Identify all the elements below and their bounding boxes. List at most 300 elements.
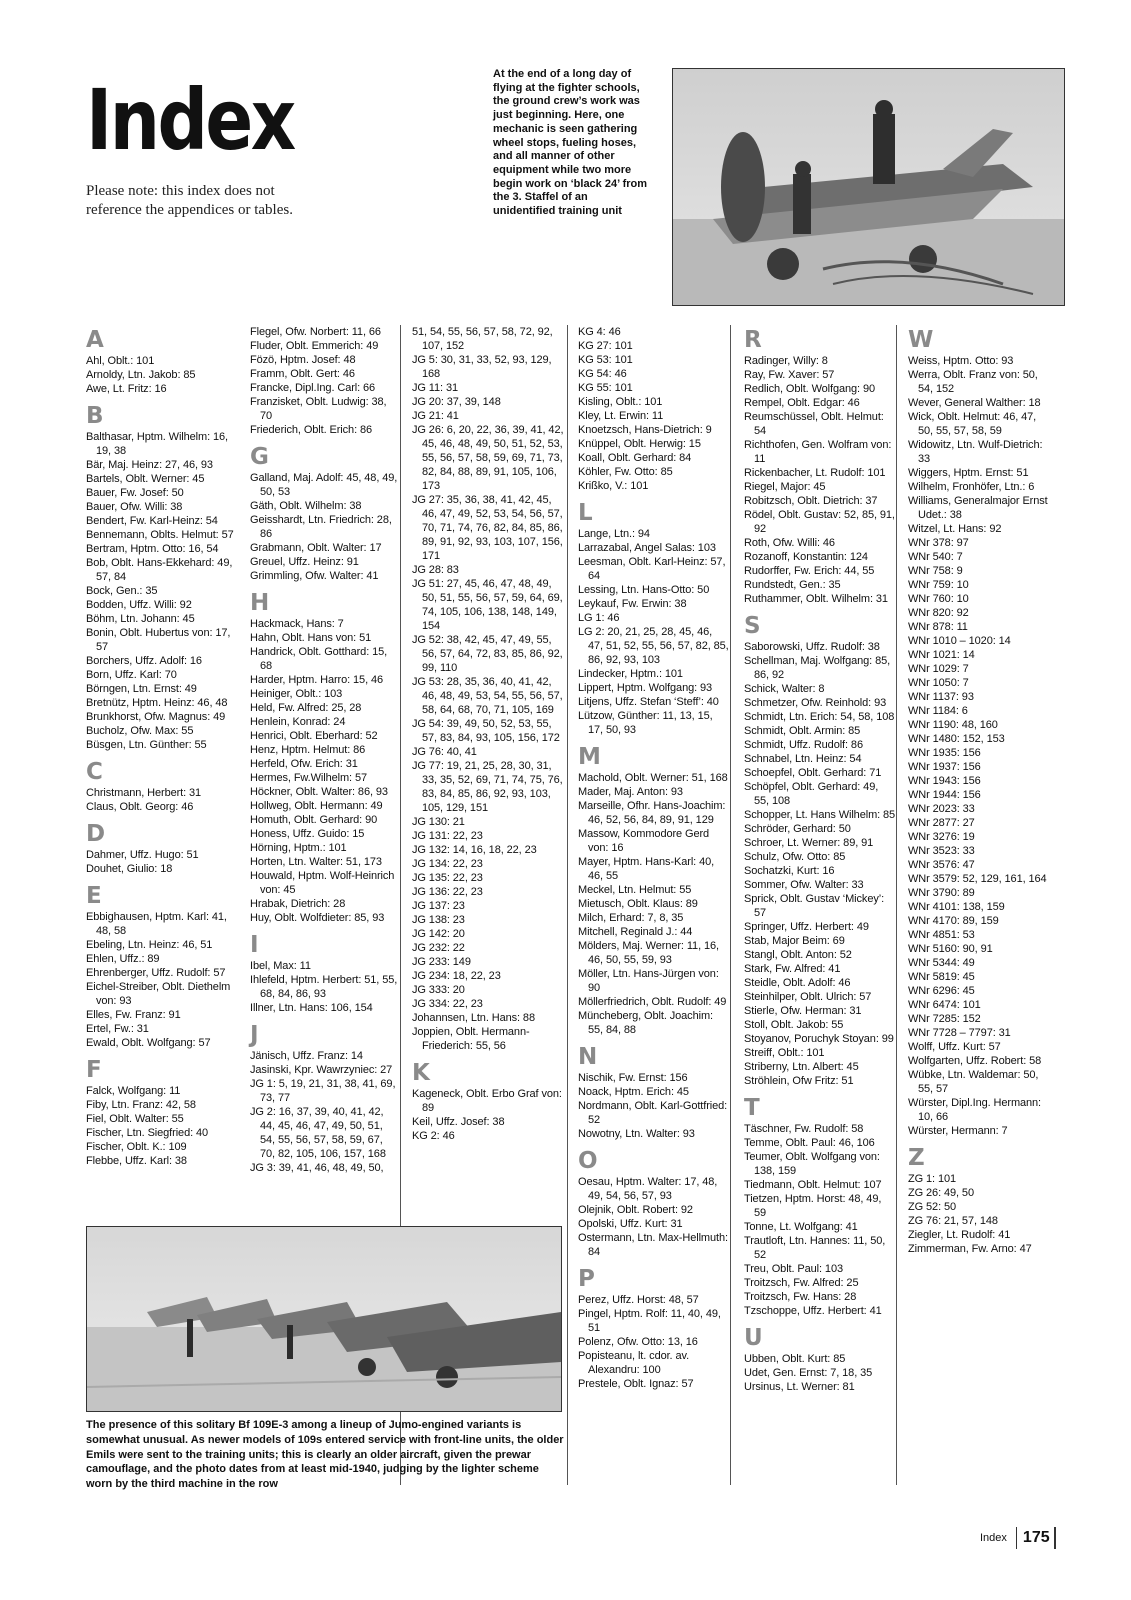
index-entry: Borchers, Uffz. Adolf: 16 [86, 655, 202, 667]
index-entry: Rödel, Oblt. Gustav: 52, 85, 91, 92 [744, 509, 895, 535]
index-entry: JG 137: 23 [412, 900, 465, 912]
footer-section-label: Index [980, 1532, 1007, 1544]
index-entry: Grabmann, Oblt. Walter: 17 [250, 542, 382, 554]
index-entry: Fiby, Ltn. Franz: 42, 58 [86, 1099, 196, 1111]
index-entry: Born, Uffz. Karl: 70 [86, 669, 177, 681]
index-entry: Bär, Maj. Heinz: 27, 46, 93 [86, 459, 213, 471]
index-entry: Nordmann, Oblt. Karl-Gottfried: 52 [578, 1100, 728, 1126]
photo-bf109-lineup [86, 1226, 562, 1412]
index-entry: JG 53: 28, 35, 36, 40, 41, 42, 46, 48, 49, 53, 54, 55, 56, 57, 58, 64, 68, 70, 71, 105, 169 [412, 676, 563, 716]
index-entry: Lippert, Hptm. Wolfgang: 93 [578, 682, 713, 694]
index-entry: Fiel, Oblt. Walter: 55 [86, 1113, 184, 1125]
index-entry: Oesau, Hptm. Walter: 17, 48, 49, 54, 56, 57, 93 [578, 1176, 718, 1202]
index-entry: Douhet, Giulio: 18 [86, 863, 173, 875]
index-entry: Köhler, Fw. Otto: 85 [578, 466, 673, 478]
index-entry: JG 51: 27, 45, 46, 47, 48, 49, 50, 51, 55, 56, 57, 59, 64, 69, 74, 105, 106, 138, 148, 149, 154 [412, 578, 563, 632]
index-entry: JG 130: 21 [412, 816, 465, 828]
index-entry: Wick, Oblt. Helmut: 46, 47, 50, 55, 57, 58, 59 [908, 411, 1037, 437]
index-entry: Meckel, Ltn. Helmut: 55 [578, 884, 692, 896]
index-entry: Prestele, Oblt. Ignaz: 57 [578, 1378, 694, 1390]
index-entry: Jänisch, Uffz. Franz: 14 [250, 1050, 363, 1062]
index-entry: Bretnütz, Hptm. Heinz: 46, 48 [86, 697, 228, 709]
index-entry: Hahn, Oblt. Hans von: 51 [250, 632, 372, 644]
index-entry: JG 234: 18, 22, 23 [412, 970, 501, 982]
index-entry: Grimmling, Ofw. Walter: 41 [250, 570, 379, 582]
index-entry: JG 138: 23 [412, 914, 465, 926]
index-entry: Marseille, Ofhr. Hans-Joachim: 46, 52, 56, 84, 89, 91, 129 [578, 800, 726, 826]
index-letter-heading: Z [908, 1145, 925, 1171]
index-letter-heading: T [744, 1095, 760, 1121]
index-entry: Popisteanu, lt. cdor. av. Alexandru: 100 [578, 1350, 690, 1376]
index-entry: WNr 4101: 138, 159 [908, 901, 1005, 913]
index-entry: Weiss, Hptm. Otto: 93 [908, 355, 1014, 367]
index-entry: WNr 1190: 48, 160 [908, 719, 998, 731]
index-column-6 [908, 325, 1053, 1256]
index-entry: Tiedmann, Oblt. Helmut: 107 [744, 1179, 882, 1191]
index-letter-heading: O [578, 1148, 598, 1174]
index-entry: Nowotny, Ltn. Walter: 93 [578, 1128, 695, 1140]
index-entry: Schmidt, Uffz. Rudolf: 86 [744, 739, 863, 751]
index-letter-heading: C [86, 759, 103, 785]
index-entry: Springer, Uffz. Herbert: 49 [744, 921, 869, 933]
index-entry: Houwald, Hptm. Wolf-Heinrich von: 45 [250, 870, 395, 896]
index-entry: Wilhelm, Fronhöfer, Ltn.: 6 [908, 481, 1035, 493]
index-entry: Hollweg, Oblt. Hermann: 49 [250, 800, 383, 812]
index-entry: Treu, Oblt. Paul: 103 [744, 1263, 843, 1275]
index-entry: Heiniger, Oblt.: 103 [250, 688, 343, 700]
index-entry: WNr 5344: 49 [908, 957, 975, 969]
index-entry: WNr 1935: 156 [908, 747, 981, 759]
index-letter-heading: L [578, 500, 593, 526]
index-entry: Riegel, Major: 45 [744, 481, 826, 493]
index-entry: Lützow, Günther: 11, 13, 15, 17, 50, 93 [578, 710, 713, 736]
index-entry: Milch, Erhard: 7, 8, 35 [578, 912, 684, 924]
index-entry: Krißko, V.: 101 [578, 480, 649, 492]
index-entry: Eichel-Streiber, Oblt. Diethelm von: 93 [86, 981, 231, 1007]
index-entry: KG 53: 101 [578, 354, 633, 366]
page-footer [980, 1525, 1056, 1551]
index-entry: WNr 3790: 89 [908, 887, 975, 899]
index-entry: Illner, Ltn. Hans: 106, 154 [250, 1002, 373, 1014]
index-entry: Williams, Generalmajor Ernst Udet.: 38 [908, 495, 1048, 521]
index-entry: ZG 1: 101 [908, 1173, 957, 1185]
index-entry: Täschner, Fw. Rudolf: 58 [744, 1123, 864, 1135]
index-entry: LG 1: 46 [578, 612, 620, 624]
index-entry: Ehrenberger, Uffz. Rudolf: 57 [86, 967, 226, 979]
index-entry: Schmidt, Ltn. Erich: 54, 58, 108 [744, 711, 895, 723]
index-entry: JG 135: 22, 23 [412, 872, 483, 884]
index-entry: JG 26: 6, 20, 22, 36, 39, 41, 42, 45, 46, 48, 49, 50, 51, 52, 53, 55, 56, 57, 58, 59, 69, 71, 73, 82, 84, 88, 89, 91, 105, 106, 173 [412, 424, 564, 492]
index-entry: Trautloft, Ltn. Hannes: 11, 50, 52 [744, 1235, 886, 1261]
index-entry: Ehlen, Uffz.: 89 [86, 953, 160, 965]
index-entry: Kley, Lt. Erwin: 11 [578, 410, 664, 422]
index-entry: Sprick, Oblt. Gustav ‘Mickey’: 57 [744, 893, 885, 919]
index-entry: Böhm, Ltn. Johann: 45 [86, 613, 195, 625]
index-entry: Bock, Gen.: 35 [86, 585, 158, 597]
index-entry: Ubben, Oblt. Kurt: 85 [744, 1353, 846, 1365]
index-entry: Möllerfriedrich, Oblt. Rudolf: 49 [578, 996, 727, 1008]
index-entry: Friederich, Oblt. Erich: 86 [250, 424, 373, 436]
index-entry: Ertel, Fw.: 31 [86, 1023, 149, 1035]
index-entry: WNr 3276: 19 [908, 831, 975, 843]
index-letter-heading: M [578, 744, 601, 770]
index-letter-heading: B [86, 403, 104, 429]
index-entry: Stoyanov, Poruchyk Stoyan: 99 [744, 1033, 894, 1045]
index-entry: WNr 1480: 152, 153 [908, 733, 1005, 745]
index-entry: Rozanoff, Konstantin: 124 [744, 551, 868, 563]
index-entry: Temme, Oblt. Paul: 46, 106 [744, 1137, 875, 1149]
index-entry: JG 334: 22, 23 [412, 998, 483, 1010]
index-entry: Falck, Wolfgang: 11 [86, 1085, 181, 1097]
index-entry: Perez, Uffz. Horst: 48, 57 [578, 1294, 699, 1306]
index-entry: Keil, Uffz. Josef: 38 [412, 1116, 505, 1128]
index-entry: Harder, Hptm. Harro: 15, 46 [250, 674, 384, 686]
index-entry: WNr 3523: 33 [908, 845, 975, 857]
index-entry: Witzel, Lt. Hans: 92 [908, 523, 1002, 535]
index-entry: Schellman, Maj. Wolfgang: 85, 86, 92 [744, 655, 891, 681]
index-entry: Bonin, Oblt. Hubertus von: 17, 57 [86, 627, 231, 653]
index-entry: Lange, Ltn.: 94 [578, 528, 650, 540]
index-entry: Rundstedt, Gen.: 35 [744, 579, 841, 591]
index-entry: Geisshardt, Ltn. Friedrich: 28, 86 [250, 514, 392, 540]
index-entry: Kageneck, Oblt. Erbo Graf von: 89 [412, 1088, 562, 1114]
index-entry: Knüppel, Oblt. Herwig: 15 [578, 438, 701, 450]
index-entry: Troitzsch, Fw. Hans: 28 [744, 1291, 857, 1303]
index-entry: JG 3: 39, 41, 46, 48, 49, 50, [250, 1162, 384, 1174]
index-letter-heading: J [250, 1022, 259, 1048]
index-entry: Sochatzki, Kurt: 16 [744, 865, 835, 877]
index-entry: Lessing, Ltn. Hans-Otto: 50 [578, 584, 710, 596]
index-entry: JG 27: 35, 36, 38, 41, 42, 45, 46, 47, 49, 52, 53, 54, 56, 57, 70, 71, 74, 76, 82, 84, 85, 86, 89, 91, 92, 93, 103, 107, 156, 171 [412, 494, 563, 562]
index-entry: Bauer, Ofw. Willi: 38 [86, 501, 183, 513]
index-entry: Tonne, Lt. Wolfgang: 41 [744, 1221, 858, 1233]
index-entry: Brunkhorst, Ofw. Magnus: 49 [86, 711, 226, 723]
index-entry: Jasinski, Kpr. Wawrzyniec: 27 [250, 1064, 393, 1076]
index-entry: Stab, Major Beim: 69 [744, 935, 845, 947]
index-entry: WNr 6296: 45 [908, 985, 975, 997]
index-entry: Ströhlein, Ofw Fritz: 51 [744, 1075, 854, 1087]
index-entry: ZG 76: 21, 57, 148 [908, 1215, 998, 1227]
index-entry: WNr 1944: 156 [908, 789, 981, 801]
index-entry: JG 142: 20 [412, 928, 465, 940]
index-entry: WNr 378: 97 [908, 537, 969, 549]
index-entry: Mölders, Maj. Werner: 11, 16, 46, 50, 55, 59, 93 [578, 940, 719, 966]
index-letter-heading: W [908, 327, 934, 353]
index-entry: Schroer, Lt. Werner: 89, 91 [744, 837, 874, 849]
index-entry: JG 233: 149 [412, 956, 471, 968]
index-entry: WNr 1184: 6 [908, 705, 968, 717]
index-letter-heading: P [578, 1266, 595, 1292]
index-letter-heading: H [250, 590, 270, 616]
index-entry: Bertram, Hptm. Otto: 16, 54 [86, 543, 219, 555]
index-entry: WNr 4851: 53 [908, 929, 975, 941]
aircraft-photo-illustration [673, 69, 1064, 305]
index-entry: Wübke, Ltn. Waldemar: 50, 55, 57 [908, 1069, 1039, 1095]
index-entry: Hrabak, Dietrich: 28 [250, 898, 346, 910]
index-entry: Werra, Oblt. Franz von: 50, 54, 152 [908, 369, 1038, 395]
index-entry: Greuel, Uffz. Heinz: 91 [250, 556, 359, 568]
index-entry: Held, Fw. Alfred: 25, 28 [250, 702, 362, 714]
index-entry: WNr 540: 7 [908, 551, 963, 563]
index-entry: Flegel, Ofw. Norbert: 11, 66 [250, 326, 381, 338]
index-column-4 [578, 325, 731, 1485]
index-entry: Wolff, Uffz. Kurt: 57 [908, 1041, 1001, 1053]
index-entry: JG 5: 30, 31, 33, 52, 93, 129, 168 [412, 354, 552, 380]
index-entry: Reumschüssel, Oblt. Helmut: 54 [744, 411, 884, 437]
photo-ground-crew [672, 68, 1065, 306]
index-entry: Henz, Hptm. Helmut: 86 [250, 744, 366, 756]
footer-rule [1054, 1527, 1056, 1549]
index-entry: Horten, Ltn. Walter: 51, 173 [250, 856, 382, 868]
index-entry: WNr 1021: 14 [908, 649, 975, 661]
index-entry: Tietzen, Hptm. Horst: 48, 49, 59 [744, 1193, 882, 1219]
index-entry: WNr 4170: 89, 159 [908, 915, 999, 927]
index-entry: WNr 5819: 45 [908, 971, 975, 983]
index-entry: Leesman, Oblt. Karl-Heinz: 57, 64 [578, 556, 726, 582]
index-entry: KG 54: 46 [578, 368, 627, 380]
index-entry: JG 333: 20 [412, 984, 465, 996]
index-entry: Handrick, Oblt. Gotthard: 15, 68 [250, 646, 388, 672]
index-entry: Hörning, Hptm.: 101 [250, 842, 347, 854]
index-entry: Redlich, Oblt. Wolfgang: 90 [744, 383, 876, 395]
index-entry: LG 2: 20, 21, 25, 28, 45, 46, 47, 51, 52, 55, 56, 57, 82, 85, 86, 92, 93, 103 [578, 626, 729, 666]
index-entry: Machold, Oblt. Werner: 51, 168 [578, 772, 728, 784]
index-entry: WNr 6474: 101 [908, 999, 981, 1011]
index-entry: WNr 1137: 93 [908, 691, 974, 703]
index-entry: JG 77: 19, 21, 25, 28, 30, 31, 33, 35, 52, 69, 71, 74, 75, 76, 83, 84, 85, 86, 92, 93, 103, 105, 129, 151 [412, 760, 563, 814]
index-entry: WNr 1029: 7 [908, 663, 969, 675]
index-letter-heading: S [744, 613, 761, 639]
index-entry: JG 21: 41 [412, 410, 459, 422]
index-letter-heading: R [744, 327, 762, 353]
index-entry: Schmetzer, Ofw. Reinhold: 93 [744, 697, 887, 709]
index-entry: JG 1: 5, 19, 21, 31, 38, 41, 69, 73, 77 [250, 1078, 396, 1104]
index-entry: Ruthammer, Oblt. Wilhelm: 31 [744, 593, 888, 605]
index-entry: KG 55: 101 [578, 382, 633, 394]
index-entry: JG 28: 83 [412, 564, 459, 576]
index-entry: Schröder, Gerhard: 50 [744, 823, 851, 835]
index-entry: ZG 52: 50 [908, 1201, 957, 1213]
index-entry: WNr 1050: 7 [908, 677, 969, 689]
index-letter-heading: F [86, 1057, 102, 1083]
index-column-5 [744, 325, 897, 1485]
index-letter-heading: E [86, 883, 102, 909]
index-entry: Gäth, Oblt. Wilhelm: 38 [250, 500, 362, 512]
index-entry: Dahmer, Uffz. Hugo: 51 [86, 849, 199, 861]
index-entry: Rudorffer, Fw. Erich: 44, 55 [744, 565, 875, 577]
index-letter-heading: D [86, 821, 105, 847]
index-entry: Flebbe, Uffz. Karl: 38 [86, 1155, 187, 1167]
index-entry: Galland, Maj. Adolf: 45, 48, 49, 50, 53 [250, 472, 398, 498]
index-entry: Radinger, Willy: 8 [744, 355, 828, 367]
index-entry: Bob, Oblt. Hans-Ekkehard: 49, 57, 84 [86, 557, 233, 583]
index-entry: Homuth, Oblt. Gerhard: 90 [250, 814, 378, 826]
index-letter-heading: A [86, 327, 104, 353]
index-entry: Ewald, Oblt. Wolfgang: 57 [86, 1037, 211, 1049]
index-entry: Mitchell, Reginald J.: 44 [578, 926, 693, 938]
index-entry: Ibel, Max: 11 [250, 960, 311, 972]
index-entry: Huy, Oblt. Wolfdieter: 85, 93 [250, 912, 385, 924]
index-entry: Ebbighausen, Hptm. Karl: 41, 48, 58 [86, 911, 227, 937]
index-entry: JG 20: 37, 39, 148 [412, 396, 501, 408]
index-entry: Hermes, Fw.Wilhelm: 57 [250, 772, 367, 784]
index-entry: Knoetzsch, Hans-Dietrich: 9 [578, 424, 712, 436]
index-entry: Nischik, Fw. Ernst: 156 [578, 1072, 688, 1084]
index-letter-heading: U [744, 1325, 763, 1351]
index-letter-heading: K [412, 1060, 430, 1086]
index-entry: Fischer, Ltn. Siegfried: 40 [86, 1127, 209, 1139]
index-entry: WNr 3576: 47 [908, 859, 975, 871]
index-entry: Stangl, Oblt. Anton: 52 [744, 949, 852, 961]
index-entry: Udet, Gen. Ernst: 7, 18, 35 [744, 1367, 873, 1379]
index-entry: Schulz, Ofw. Otto: 85 [744, 851, 846, 863]
index-letter-heading: N [578, 1044, 598, 1070]
index-entry: Balthasar, Hptm. Wilhelm: 16, 19, 38 [86, 431, 228, 457]
index-entry: Bennemann, Oblts. Helmut: 57 [86, 529, 234, 541]
index-entry: Stark, Fw. Alfred: 41 [744, 963, 841, 975]
index-entry: Framm, Oblt. Gert: 46 [250, 368, 355, 380]
page-title: Index [86, 71, 294, 169]
index-entry: Ahl, Oblt.: 101 [86, 355, 155, 367]
index-entry: ZG 26: 49, 50 [908, 1187, 974, 1199]
index-entry: WNr 7728 – 7797: 31 [908, 1027, 1011, 1039]
index-entry: Schopper, Lt. Hans Wilhelm: 85 [744, 809, 896, 821]
index-entry: Wolfgarten, Uffz. Robert: 58 [908, 1055, 1042, 1067]
index-letter-heading: G [250, 444, 269, 470]
index-entry: Polenz, Ofw. Otto: 13, 16 [578, 1336, 698, 1348]
index-entry: Möller, Ltn. Hans-Jürgen von: 90 [578, 968, 719, 994]
index-entry: WNr 759: 10 [908, 579, 969, 591]
index-entry: Mayer, Hptm. Hans-Karl: 40, 46, 55 [578, 856, 715, 882]
index-entry: Wiggers, Hptm. Ernst: 51 [908, 467, 1029, 479]
aircraft-lineup-illustration [87, 1227, 561, 1411]
index-entry: Rickenbacher, Lt. Rudolf: 101 [744, 467, 886, 479]
index-entry: Schick, Walter: 8 [744, 683, 825, 695]
index-entry: Joppien, Oblt. Hermann-Friederich: 55, 56 [412, 1026, 530, 1052]
index-entry: Awe, Lt. Fritz: 16 [86, 383, 167, 395]
index-entry: Arnoldy, Ltn. Jakob: 85 [86, 369, 196, 381]
index-entry: Widowitz, Ltn. Wulf-Dietrich: 33 [908, 439, 1043, 465]
index-entry: Kisling, Oblt.: 101 [578, 396, 663, 408]
index-entry: Herfeld, Ofw. Erich: 31 [250, 758, 358, 770]
index-entry: Roth, Ofw. Willi: 46 [744, 537, 835, 549]
index-entry: Striberny, Ltn. Albert: 45 [744, 1061, 859, 1073]
index-entry: JG 136: 22, 23 [412, 886, 483, 898]
index-entry: Bendert, Fw. Karl-Heinz: 54 [86, 515, 218, 527]
index-entry: Johannsen, Ltn. Hans: 88 [412, 1012, 535, 1024]
index-entry: WNr 1010 – 1020: 14 [908, 635, 1011, 647]
index-entry: Honess, Uffz. Guido: 15 [250, 828, 365, 840]
index-entry: Tzschoppe, Uffz. Herbert: 41 [744, 1305, 882, 1317]
index-entry: WNr 3579: 52, 129, 161, 164 [908, 873, 1047, 885]
index-entry: Ursinus, Lt. Werner: 81 [744, 1381, 855, 1393]
index-entry: Richthofen, Gen. Wolfram von: 11 [744, 439, 892, 465]
index-entry: Saborowski, Uffz. Rudolf: 38 [744, 641, 880, 653]
index-entry: KG 2: 46 [412, 1130, 455, 1142]
index-entry: JG 11: 31 [412, 382, 458, 394]
index-entry: JG 2: 16, 37, 39, 40, 41, 42, 44, 45, 46, 47, 49, 50, 51, 54, 55, 56, 57, 58, 59, 67, 70, 82, 105, 106, 157, 168 [250, 1106, 386, 1160]
index-entry: Elles, Fw. Franz: 91 [86, 1009, 181, 1021]
index-entry: Börngen, Ltn. Ernst: 49 [86, 683, 197, 695]
index-entry: Schmidt, Oblt. Armin: 85 [744, 725, 861, 737]
index-entry: Bucholz, Ofw. Max: 55 [86, 725, 194, 737]
index-entry: Fluder, Oblt. Emmerich: 49 [250, 340, 379, 352]
index-note: Please note: this index does not reference the appendices or tables. [86, 183, 293, 218]
index-entry: Francke, Dipl.Ing. Carl: 66 [250, 382, 376, 394]
index-entry: 51, 54, 55, 56, 57, 58, 72, 92, 107, 152 [412, 326, 553, 352]
index-entry: WNr 758: 9 [908, 565, 963, 577]
index-entry: Büsgen, Ltn. Günther: 55 [86, 739, 207, 751]
index-entry: Larrazabal, Angel Salas: 103 [578, 542, 716, 554]
index-entry: Pingel, Hptm. Rolf: 11, 40, 49, 51 [578, 1308, 721, 1334]
index-entry: Würster, Dipl.Ing. Hermann: 10, 66 [908, 1097, 1042, 1123]
index-entry: WNr 5160: 90, 91 [908, 943, 993, 955]
page-number: 175 [1016, 1527, 1050, 1549]
index-entry: Olejnik, Oblt. Robert: 92 [578, 1204, 693, 1216]
index-entry: Robitzsch, Oblt. Dietrich: 37 [744, 495, 878, 507]
index-entry: Schnabel, Ltn. Heinz: 54 [744, 753, 862, 765]
index-entry: WNr 1937: 156 [908, 761, 981, 773]
index-entry: Streiff, Oblt.: 101 [744, 1047, 825, 1059]
index-entry: Schoepfel, Oblt. Gerhard: 71 [744, 767, 882, 779]
index-entry: JG 52: 38, 42, 45, 47, 49, 55, 56, 57, 64, 72, 83, 85, 86, 92, 99, 110 [412, 634, 563, 674]
index-entry: Hackmack, Hans: 7 [250, 618, 344, 630]
index-entry: Christmann, Herbert: 31 [86, 787, 202, 799]
photo-caption-bottom: The presence of this solitary Bf 109E-3 among a lineup of Jumo-engined variants is somewhat unusual. As newer models of 109s entered service with front-line units, the older Emils were sent to the training units; this is clearly an older aircraft, given the prewar camouflage, and the photo dates from at least mid-1940, judging by the lighter scheme worn by the third machine in the row [86, 1419, 564, 1491]
index-entry: JG 232: 22 [412, 942, 465, 954]
index-entry: Müncheberg, Oblt. Joachim: 55, 84, 88 [578, 1010, 713, 1036]
index-entry: Stoll, Oblt. Jakob: 55 [744, 1019, 844, 1031]
index-entry: Troitzsch, Fw. Alfred: 25 [744, 1277, 859, 1289]
index-entry: KG 27: 101 [578, 340, 633, 352]
index-entry: Koall, Oblt. Gerhard: 84 [578, 452, 692, 464]
index-entry: Franzisket, Oblt. Ludwig: 38, 70 [250, 396, 387, 422]
index-entry: Ostermann, Ltn. Max-Hellmuth: 84 [578, 1232, 728, 1258]
index-entry: Claus, Oblt. Georg: 46 [86, 801, 194, 813]
index-entry: WNr 2877: 27 [908, 817, 975, 829]
index-entry: Noack, Hptm. Erich: 45 [578, 1086, 689, 1098]
index-entry: Würster, Hermann: 7 [908, 1125, 1008, 1137]
index-entry: WNr 878: 11 [908, 621, 968, 633]
index-column-1 [86, 325, 235, 1168]
index-entry: JG 134: 22, 23 [412, 858, 483, 870]
index-entry: Ebeling, Ltn. Heinz: 46, 51 [86, 939, 213, 951]
index-entry: Teumer, Oblt. Wolfgang von: 138, 159 [744, 1151, 880, 1177]
index-entry: Henrici, Oblt. Eberhard: 52 [250, 730, 378, 742]
index-entry: Mietusch, Oblt. Klaus: 89 [578, 898, 698, 910]
index-entry: Rempel, Oblt. Edgar: 46 [744, 397, 860, 409]
index-entry: Zimmerman, Fw. Arno: 47 [908, 1243, 1032, 1255]
index-entry: KG 4: 46 [578, 326, 621, 338]
index-entry: Bauer, Fw. Josef: 50 [86, 487, 184, 499]
index-entry: Sommer, Ofw. Walter: 33 [744, 879, 864, 891]
index-entry: JG 132: 14, 16, 18, 22, 23 [412, 844, 537, 856]
index-entry: Ray, Fw. Xaver: 57 [744, 369, 835, 381]
index-entry: Massow, Kommodore Gerd von: 16 [578, 828, 710, 854]
index-entry: Lindecker, Hptm.: 101 [578, 668, 683, 680]
index-entry: Ihlefeld, Hptm. Herbert: 51, 55, 68, 84, 86, 93 [250, 974, 398, 1000]
index-entry: Höckner, Oblt. Walter: 86, 93 [250, 786, 388, 798]
index-entry: Henlein, Konrad: 24 [250, 716, 346, 728]
index-entry: Bartels, Oblt. Werner: 45 [86, 473, 205, 485]
index-entry: Litjens, Uffz. Stefan ‘Steff’: 40 [578, 696, 719, 708]
index-entry: Ziegler, Lt. Rudolf: 41 [908, 1229, 1011, 1241]
index-entry: Schöpfel, Oblt. Gerhard: 49, 55, 108 [744, 781, 879, 807]
index-entry: WNr 7285: 152 [908, 1013, 981, 1025]
index-entry: WNr 1943: 156 [908, 775, 981, 787]
index-entry: Bodden, Uffz. Willi: 92 [86, 599, 192, 611]
index-entry: Mader, Maj. Anton: 93 [578, 786, 683, 798]
